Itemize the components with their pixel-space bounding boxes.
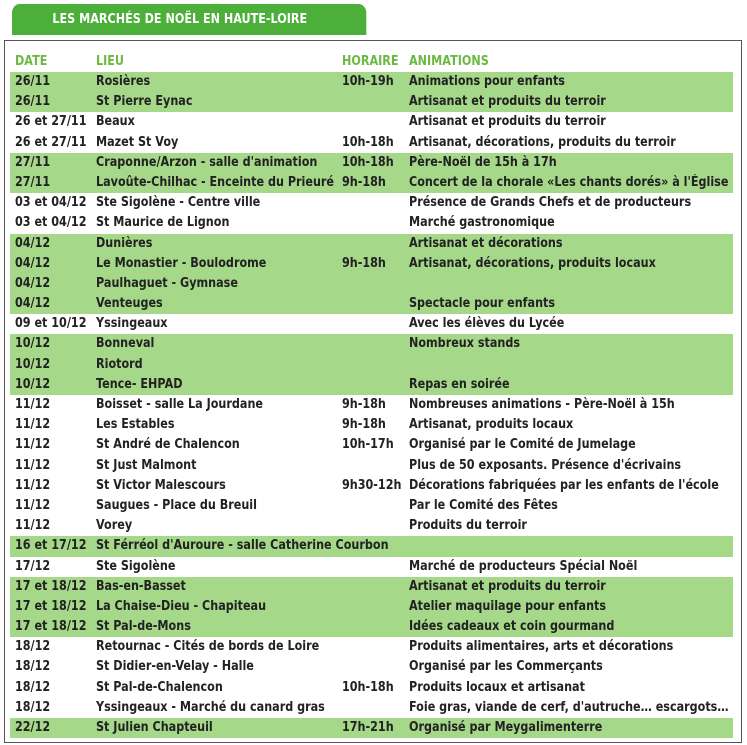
cell-date: 22/12 [15,720,51,735]
cell-lieu: St Julien Chapteuil [96,720,213,735]
cell-date: 26 et 27/11 [15,114,87,130]
cell-date: 11/12 [15,497,51,513]
table-row [10,153,733,173]
table-row [10,193,733,213]
table-row [10,314,733,334]
cell-animations: Produits du terroir [409,518,527,534]
cell-animations: Artisanat et produits du terroir [409,578,606,594]
table-row [10,334,733,354]
cell-lieu: Venteuges [96,296,163,312]
table-row [10,536,733,556]
cell-animations: Produits locaux et artisanat [409,679,585,695]
table-row [10,657,733,677]
cell-date: 09 et 10/12 [15,316,87,332]
table-row [10,254,733,274]
header-animations: ANIMATIONS [409,54,489,69]
table-row [10,395,733,415]
table-row [10,355,733,375]
cell-animations: Artisanat, décorations, produits locaux [409,255,656,271]
table-row [10,133,733,153]
cell-lieu: Ste Sigolène - Centre ville [96,195,261,211]
cell-animations: Idées cadeaux et coin gourmand [409,619,615,635]
cell-date: 11/12 [15,417,51,433]
cell-animations: Organisé par Meygalimenterre [409,720,603,735]
cell-animations: Présence de Grands Chefs et de producteurs [409,195,692,211]
cell-lieu: Yssingeaux [96,316,168,332]
cell-animations: Marché de producteurs Spécial Noël [409,558,638,574]
cell-animations: Repas en soirée [409,376,510,392]
cell-date: 26/11 [15,74,51,89]
cell-animations: Organisé par les Commerçants [409,659,603,675]
table-row [10,274,733,294]
cell-date: 04/12 [15,255,51,271]
cell-lieu: St Maurice de Lignon [96,215,230,231]
table-row [10,637,733,657]
cell-animations: Produits alimentaires, arts et décorations [409,639,674,655]
cell-lieu: Ste Sigolène [96,558,176,574]
cell-animations: Par le Comité des Fêtes [409,497,558,513]
cell-lieu: Boisset - salle La Jourdane [96,397,264,412]
cell-lieu: Retournac - Cités de bords de Loire [96,639,320,655]
markets-table [10,52,733,738]
cell-animations: Foie gras, viande de cerf, d'autruche… escargots… [409,699,729,715]
cell-date: 18/12 [15,679,51,695]
cell-animations: Concert de la chorale «Les chants dorés» à l'Église [409,174,729,190]
cell-animations: Organisé par le Comité de Jumelage [409,437,636,453]
cell-lieu: St Pierre Eynac [96,94,193,110]
cell-lieu: La Chaise-Dieu - Chapiteau [96,598,267,614]
cell-lieu: St Pal-de-Chalencon [96,679,223,695]
cell-date: 17 et 18/12 [15,598,87,614]
cell-date: 17 et 18/12 [15,619,87,635]
cell-animations: Décorations fabriquées par les enfants de l'école [409,477,719,493]
cell-animations: Avec les élèves du Lycée [409,316,565,332]
cell-date: 27/11 [15,154,51,170]
cell-date: 18/12 [15,659,51,675]
cell-animations: Nombreuses animations - Père-Noël à 15h [409,397,675,412]
table-row [10,213,733,233]
cell-animations: Artisanat et produits du terroir [409,94,606,110]
cell-lieu: Beaux [96,114,135,130]
cell-lieu: Lavoûte-Chilhac - Enceinte du Prieuré [96,174,335,190]
table-row [10,456,733,476]
cell-animations: Marché gastronomique [409,215,555,231]
cell-lieu: Craponne/Arzon - salle d'animation [96,154,318,170]
cell-animations: Atelier maquilage pour enfants [409,598,607,614]
cell-animations: Animations pour enfants [409,74,565,89]
cell-horaire: 9h30-12h [342,477,402,493]
table-row [10,375,733,395]
header-date: DATE [15,54,48,69]
cell-lieu: Rosières [96,74,151,89]
table-row [10,557,733,577]
table-row [10,617,733,637]
cell-date: 03 et 04/12 [15,215,87,231]
cell-date: 18/12 [15,699,51,715]
cell-lieu: Tence- EHPAD [96,376,183,392]
cell-horaire: 9h-18h [342,397,386,412]
cell-lieu: St Just Malmont [96,457,197,473]
table-row [10,496,733,516]
cell-date: 04/12 [15,296,51,312]
table-row [10,294,733,314]
cell-date: 26 et 27/11 [15,134,87,150]
cell-horaire: 10h-17h [342,437,394,453]
cell-horaire: 9h-18h [342,417,386,433]
cell-date: 18/12 [15,639,51,655]
cell-horaire: 9h-18h [342,174,386,190]
table-row [10,92,733,112]
cell-lieu: St Victor Malescours [96,477,226,493]
cell-horaire: 17h-21h [342,720,394,735]
cell-lieu: St André de Chalencon [96,437,240,453]
cell-date: 10/12 [15,356,51,372]
cell-lieu: Bonneval [96,336,155,352]
cell-lieu: St Didier-en-Velay - Halle [96,659,254,675]
cell-animations: Nombreux stands [409,336,521,352]
cell-date: 16 et 17/12 [15,538,87,554]
table-row [10,435,733,455]
cell-horaire: 10h-18h [342,134,394,150]
cell-lieu: Yssingeaux - Marché du canard gras [96,699,325,715]
header-lieu: LIEU [96,54,125,69]
cell-lieu: Bas-en-Basset [96,578,186,594]
table-row [10,577,733,597]
cell-date: 04/12 [15,235,51,251]
cell-date: 11/12 [15,518,51,534]
page-title: LES MARCHÉS DE NOËL EN HAUTE-LOIRE [12,4,366,35]
cell-animations: Artisanat et produits du terroir [409,114,606,130]
cell-lieu: St Férréol d'Auroure - salle Catherine Courbon [96,538,389,554]
cell-lieu: St Pal-de-Mons [96,619,191,635]
cell-lieu: Mazet St Voy [96,134,179,150]
cell-date: 26/11 [15,94,51,110]
cell-lieu: Le Monastier - Boulodrome [96,255,267,271]
table-header [10,52,733,72]
cell-animations: Artisanat et décorations [409,235,563,251]
table-row [10,234,733,254]
cell-lieu: Les Estables [96,417,175,433]
cell-lieu: Riotord [96,356,143,372]
table-row [10,678,733,698]
cell-horaire: 10h-18h [342,679,394,695]
table-row [10,516,733,536]
table-row [10,112,733,132]
cell-date: 04/12 [15,275,51,291]
cell-animations: Spectacle pour enfants [409,296,556,312]
header-horaire: HORAIRE [342,54,399,69]
cell-date: 10/12 [15,376,51,392]
cell-horaire: 10h-19h [342,74,394,89]
cell-date: 11/12 [15,397,51,412]
table-row [10,415,733,435]
cell-date: 17 et 18/12 [15,578,87,594]
cell-lieu: Paulhaguet - Gymnase [96,275,238,291]
cell-horaire: 10h-18h [342,154,394,170]
table-row [10,698,733,718]
cell-date: 11/12 [15,477,51,493]
table-row [10,72,733,92]
cell-horaire: 9h-18h [342,255,386,271]
cell-date: 03 et 04/12 [15,195,87,211]
cell-animations: Artisanat, produits locaux [409,417,574,433]
cell-date: 27/11 [15,174,51,190]
cell-date: 10/12 [15,336,51,352]
table-row [10,173,733,193]
cell-date: 11/12 [15,457,51,473]
cell-animations: Artisanat, décorations, produits du terroir [409,134,676,150]
table-row [10,597,733,617]
cell-date: 11/12 [15,437,51,453]
cell-lieu: Vorey [96,518,133,534]
cell-lieu: Dunières [96,235,153,251]
cell-animations: Père-Noël de 15h à 17h [409,154,557,170]
cell-animations: Plus de 50 exposants. Présence d'écrivains [409,457,682,473]
cell-lieu: Saugues - Place du Breuil [96,497,257,513]
table-row [10,718,733,738]
cell-date: 17/12 [15,558,51,574]
table-row [10,476,733,496]
